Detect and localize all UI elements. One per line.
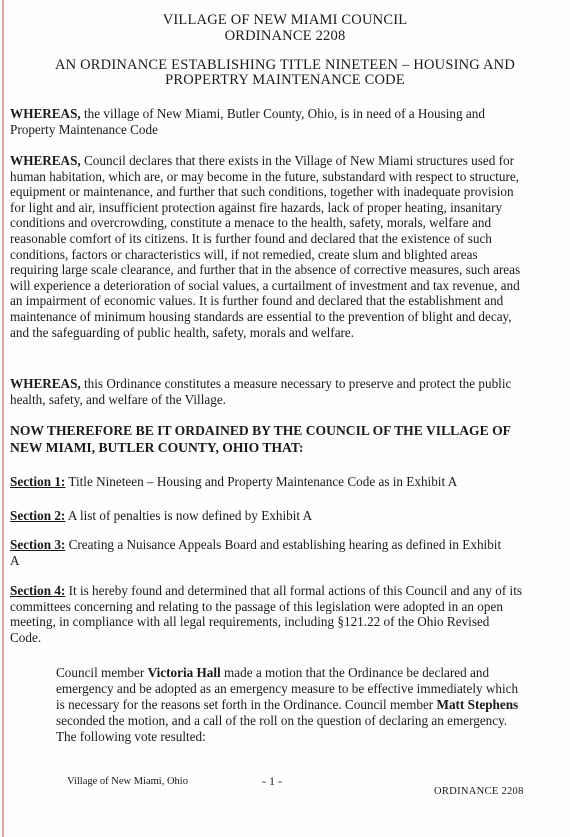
section-text: A list of penalties is now defined by Exhibit A — [65, 508, 313, 523]
ordinance-title-line2: PROPERTRY MAINTENANCE CODE — [165, 72, 405, 88]
ordaining-clause: NOW THEREFORE BE IT ORDAINED BY THE COUNCIL OF THE VILLAGE OF NEW MIAMI, BUTLER COUNTY, OHIO THAT: — [10, 423, 511, 455]
whereas-text: this Ordinance constitutes a measure necessary to preserve and protect the public health, safety, and welfare of the Village. — [10, 376, 512, 407]
whereas-lead: WHEREAS, — [10, 376, 81, 391]
section-4 — [10, 583, 522, 645]
section-label: Section 2: — [10, 508, 66, 523]
section-2 — [10, 508, 530, 524]
motion-text: Council member — [56, 665, 148, 680]
emergency-motion-paragraph — [56, 665, 526, 745]
footer-village: Village of New Miami, Ohio — [67, 776, 188, 787]
section-text: It is hereby found and determined that all formal actions of this Council and any of its committees concerning and relating to the passage of this legislation were adopted in an open meeting, in compliance with all legal requirements, including §121.22 of the Ohio Revised Code. — [10, 583, 523, 645]
motion-text: seconded the motion, and a call of the roll on the question of declaring an emergency. The following vote resulted: — [56, 713, 508, 744]
page-number: - 1 - — [262, 774, 282, 788]
motion-text: made a motion that the Ordinance be declared and emergency and be adopted as an emergency measure to be effective immediately which is necessary for the reasons set forth in the Ordinance. Council member — [56, 665, 519, 712]
whereas-paragraph-1 — [10, 106, 530, 137]
section-text: Title Nineteen – Housing and Property Maintenance Code as in Exhibit A — [65, 474, 458, 489]
council-title: VILLAGE OF NEW MIAMI COUNCIL — [162, 12, 408, 28]
scan-edge-mark — [2, 0, 4, 837]
ordinance-title — [0, 58, 570, 88]
section-1 — [10, 474, 530, 490]
whereas-paragraph-3 — [10, 376, 530, 407]
ordinance-number: ORDINANCE 2208 — [224, 28, 346, 44]
whereas-text: Council declares that there exists in the Village of New Miami structures used for human habitation, which are, or may become in the future, substandard with respect to structure, equipment or maintenance, and further that such conditions, together with inadequate provision for light and air, insufficient protection against fire hazards, lack of proper heating, insanitary conditions and overcrowding, constitute a menace to the health, safety, morals, welfare and reasonable comfort of its citizens. It is further found and declared that the existence of such conditions, factors or characteristics will, if not remedied, create slum and blighted areas requiring large scale clearance, and further that in the absence of corrective measures, such areas will experience a deterioration of social values, a curtailment of investment and tax revenue, and an impairment of economic values. It is further found and declared that the establishment and maintenance of minimum housing standards are essential to the prevention of blight and decay, and the safeguarding of public health, safety, morals and welfare. — [10, 153, 521, 340]
footer-ordinance: ORDINANCE 2208 — [434, 786, 524, 797]
whereas-text: the village of New Miami, Butler County, Ohio, is in need of a Housing and Property Maintenance Code — [10, 106, 485, 137]
whereas-lead: WHEREAS, — [10, 153, 81, 168]
council-member-name: Matt Stephens — [436, 697, 519, 712]
council-member-name: Victoria Hall — [147, 665, 221, 680]
document-header — [0, 12, 570, 44]
section-label: Section 1: — [10, 474, 66, 489]
section-label: Section 4: — [10, 583, 66, 598]
whereas-paragraph-2 — [10, 153, 526, 340]
section-3 — [10, 537, 510, 568]
section-label: Section 3: — [10, 537, 66, 552]
section-text: Creating a Nuisance Appeals Board and establishing hearing as defined in Exhibit A — [10, 537, 502, 568]
ordinance-title-line1: AN ORDINANCE ESTABLISHING TITLE NINETEEN – HOUSING AND — [54, 57, 516, 73]
whereas-lead: WHEREAS, — [10, 106, 81, 121]
